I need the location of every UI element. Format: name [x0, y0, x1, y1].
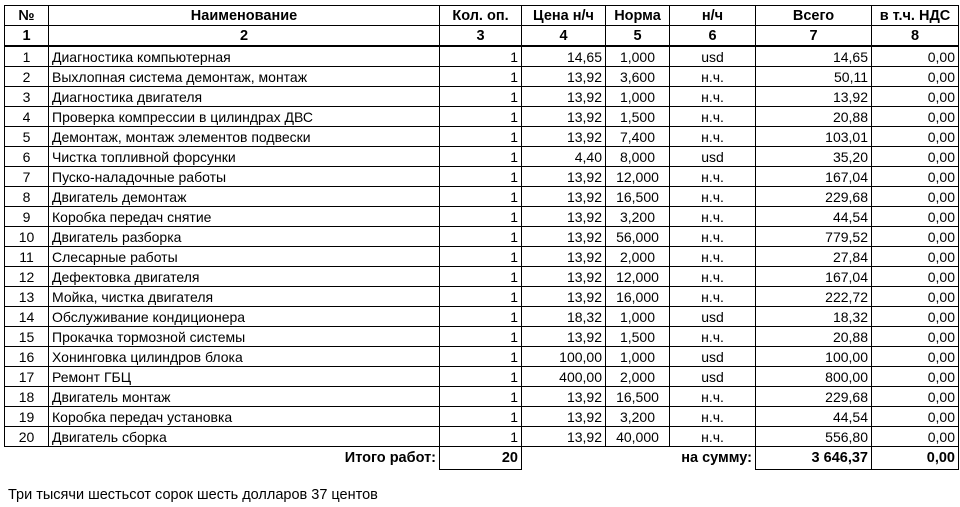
cell-qty: 1	[440, 227, 522, 247]
cell-qty: 1	[440, 427, 522, 447]
cell-name: Слесарные работы	[49, 247, 440, 267]
cell-unit: н.ч.	[670, 287, 756, 307]
cell-vat: 0,00	[872, 187, 959, 207]
cell-qty: 1	[440, 407, 522, 427]
cell-qty: 1	[440, 67, 522, 87]
cell-vat: 0,00	[872, 267, 959, 287]
cell-norm: 16,500	[606, 187, 670, 207]
totals-row	[5, 447, 959, 470]
cell-price: 400,00	[522, 367, 606, 387]
cell-total: 167,04	[756, 167, 872, 187]
cell-price: 13,92	[522, 247, 606, 267]
cell-qty: 1	[440, 147, 522, 167]
table-row	[5, 46, 959, 67]
cell-qty: 1	[440, 387, 522, 407]
cell-qty: 1	[440, 187, 522, 207]
header-name: Наименование	[49, 6, 440, 26]
cell-name: Коробка передач снятие	[49, 207, 440, 227]
cell-num: 7	[5, 167, 49, 187]
table-row	[5, 367, 959, 387]
table-row	[5, 307, 959, 327]
cell-name: Пуско-наладочные работы	[49, 167, 440, 187]
cell-num: 12	[5, 267, 49, 287]
cell-norm: 2,000	[606, 247, 670, 267]
column-number-row	[5, 26, 959, 47]
table-row	[5, 87, 959, 107]
cell-qty: 1	[440, 267, 522, 287]
cell-norm: 7,400	[606, 127, 670, 147]
cell-name: Хонинговка цилиндров блока	[49, 347, 440, 367]
header-qty: Кол. оп.	[440, 6, 522, 26]
cell-name: Демонтаж, монтаж элементов подвески	[49, 127, 440, 147]
cell-num: 19	[5, 407, 49, 427]
cell-norm: 40,000	[606, 427, 670, 447]
column-number: 1	[5, 26, 49, 47]
cell-vat: 0,00	[872, 287, 959, 307]
cell-num: 8	[5, 187, 49, 207]
cell-name: Диагностика двигателя	[49, 87, 440, 107]
cell-norm: 3,600	[606, 67, 670, 87]
cell-unit: н.ч.	[670, 107, 756, 127]
cell-total: 35,20	[756, 147, 872, 167]
cell-unit: usd	[670, 347, 756, 367]
cell-vat: 0,00	[872, 67, 959, 87]
cell-vat: 0,00	[872, 207, 959, 227]
cell-price: 18,32	[522, 307, 606, 327]
table-row	[5, 407, 959, 427]
header-unit: н/ч	[670, 6, 756, 26]
cell-norm: 2,000	[606, 367, 670, 387]
cell-total: 556,80	[756, 427, 872, 447]
cell-qty: 1	[440, 367, 522, 387]
cell-num: 10	[5, 227, 49, 247]
header-total: Всего	[756, 6, 872, 26]
cell-vat: 0,00	[872, 307, 959, 327]
header-norm: Норма	[606, 6, 670, 26]
table-row	[5, 147, 959, 167]
cell-num: 5	[5, 127, 49, 147]
totals-vat: 0,00	[872, 447, 959, 470]
cell-price: 13,92	[522, 267, 606, 287]
cell-qty: 1	[440, 327, 522, 347]
cell-num: 1	[5, 46, 49, 67]
table-row	[5, 167, 959, 187]
cell-price: 13,92	[522, 87, 606, 107]
cell-qty: 1	[440, 207, 522, 227]
totals-label: Итого работ:	[344, 450, 436, 467]
cell-price: 13,92	[522, 127, 606, 147]
cell-price: 13,92	[522, 387, 606, 407]
cell-price: 13,92	[522, 227, 606, 247]
cell-qty: 1	[440, 247, 522, 267]
cell-qty: 1	[440, 287, 522, 307]
cell-norm: 1,500	[606, 327, 670, 347]
cell-unit: н.ч.	[670, 327, 756, 347]
cell-total: 20,88	[756, 327, 872, 347]
cell-num: 15	[5, 327, 49, 347]
cell-total: 100,00	[756, 347, 872, 367]
cell-total: 27,84	[756, 247, 872, 267]
cell-price: 13,92	[522, 327, 606, 347]
cell-vat: 0,00	[872, 107, 959, 127]
header-num: №	[5, 6, 49, 26]
amount-in-words: Три тысячи шестьсот сорок шесть долларов 37 центов	[8, 487, 378, 503]
cell-norm: 3,200	[606, 207, 670, 227]
cell-num: 3	[5, 87, 49, 107]
cell-unit: н.ч.	[670, 247, 756, 267]
cell-total: 103,01	[756, 127, 872, 147]
column-number: 5	[606, 26, 670, 47]
cell-norm: 3,200	[606, 407, 670, 427]
cell-vat: 0,00	[872, 407, 959, 427]
cell-price: 13,92	[522, 427, 606, 447]
cell-unit: н.ч.	[670, 427, 756, 447]
cell-vat: 0,00	[872, 227, 959, 247]
cell-qty: 1	[440, 107, 522, 127]
cell-unit: usd	[670, 367, 756, 387]
cell-total: 18,32	[756, 307, 872, 327]
cell-unit: н.ч.	[670, 167, 756, 187]
cell-qty: 1	[440, 347, 522, 367]
cell-name: Коробка передач установка	[49, 407, 440, 427]
table-row	[5, 187, 959, 207]
cell-price: 13,92	[522, 107, 606, 127]
cell-total: 229,68	[756, 187, 872, 207]
table-row	[5, 107, 959, 127]
cell-unit: н.ч.	[670, 387, 756, 407]
cell-vat: 0,00	[872, 46, 959, 67]
cell-vat: 0,00	[872, 247, 959, 267]
column-number: 6	[670, 26, 756, 47]
table-row	[5, 327, 959, 347]
cell-norm: 1,000	[606, 347, 670, 367]
cell-norm: 56,000	[606, 227, 670, 247]
cell-name: Обслуживание кондиционера	[49, 307, 440, 327]
cell-price: 13,92	[522, 167, 606, 187]
cell-name: Двигатель сборка	[49, 427, 440, 447]
cell-price: 13,92	[522, 407, 606, 427]
table-row	[5, 267, 959, 287]
cell-qty: 1	[440, 87, 522, 107]
cell-qty: 1	[440, 307, 522, 327]
cell-num: 9	[5, 207, 49, 227]
cell-num: 17	[5, 367, 49, 387]
table-row	[5, 127, 959, 147]
header-price: Цена н/ч	[522, 6, 606, 26]
cell-norm: 1,000	[606, 46, 670, 67]
cell-vat: 0,00	[872, 347, 959, 367]
cell-vat: 0,00	[872, 367, 959, 387]
cell-num: 20	[5, 427, 49, 447]
cell-num: 14	[5, 307, 49, 327]
cell-name: Прокачка тормозной системы	[49, 327, 440, 347]
totals-sum: 3 646,37	[756, 447, 872, 470]
cell-norm: 16,500	[606, 387, 670, 407]
cell-norm: 12,000	[606, 267, 670, 287]
cell-vat: 0,00	[872, 167, 959, 187]
cell-name: Проверка компрессии в цилиндрах ДВС	[49, 107, 440, 127]
cell-norm: 8,000	[606, 147, 670, 167]
table-row	[5, 247, 959, 267]
header-row	[5, 6, 959, 26]
cell-num: 13	[5, 287, 49, 307]
cell-unit: н.ч.	[670, 267, 756, 287]
cell-name: Двигатель монтаж	[49, 387, 440, 407]
cell-total: 229,68	[756, 387, 872, 407]
cell-num: 4	[5, 107, 49, 127]
cell-unit: н.ч.	[670, 207, 756, 227]
cell-vat: 0,00	[872, 127, 959, 147]
cell-price: 14,65	[522, 46, 606, 67]
cell-price: 13,92	[522, 287, 606, 307]
cell-vat: 0,00	[872, 327, 959, 347]
cell-qty: 1	[440, 167, 522, 187]
table-row	[5, 427, 959, 447]
cell-vat: 0,00	[872, 427, 959, 447]
cell-qty: 1	[440, 46, 522, 67]
cell-price: 100,00	[522, 347, 606, 367]
cell-num: 18	[5, 387, 49, 407]
works-table-body	[5, 46, 959, 447]
table-row	[5, 287, 959, 307]
cell-norm: 16,000	[606, 287, 670, 307]
table-row	[5, 207, 959, 227]
cell-total: 20,88	[756, 107, 872, 127]
cell-unit: usd	[670, 147, 756, 167]
cell-price: 4,40	[522, 147, 606, 167]
column-number: 7	[756, 26, 872, 47]
cell-name: Чистка топливной форсунки	[49, 147, 440, 167]
cell-num: 2	[5, 67, 49, 87]
cell-norm: 1,000	[606, 307, 670, 327]
cell-price: 13,92	[522, 67, 606, 87]
cell-num: 6	[5, 147, 49, 167]
cell-vat: 0,00	[872, 147, 959, 167]
table-row	[5, 387, 959, 407]
cell-total: 50,11	[756, 67, 872, 87]
cell-price: 13,92	[522, 187, 606, 207]
cell-name: Двигатель разборка	[49, 227, 440, 247]
cell-unit: н.ч.	[670, 227, 756, 247]
cell-unit: н.ч.	[670, 67, 756, 87]
cell-name: Дефектовка двигателя	[49, 267, 440, 287]
cell-vat: 0,00	[872, 387, 959, 407]
cell-price: 13,92	[522, 207, 606, 227]
cell-name: Выхлопная система демонтаж, монтаж	[49, 67, 440, 87]
cell-unit: н.ч.	[670, 127, 756, 147]
column-number: 4	[522, 26, 606, 47]
table-row	[5, 67, 959, 87]
column-number: 8	[872, 26, 959, 47]
totals-count: 20	[440, 447, 522, 470]
column-number: 3	[440, 26, 522, 47]
cell-name: Двигатель демонтаж	[49, 187, 440, 207]
cell-name: Диагностика компьютерная	[49, 46, 440, 67]
cell-total: 44,54	[756, 407, 872, 427]
cell-unit: usd	[670, 46, 756, 67]
cell-unit: usd	[670, 307, 756, 327]
cell-total: 800,00	[756, 367, 872, 387]
header-vat: в т.ч. НДС	[872, 6, 959, 26]
cell-name: Ремонт ГБЦ	[49, 367, 440, 387]
cell-total: 222,72	[756, 287, 872, 307]
cell-total: 779,52	[756, 227, 872, 247]
cell-num: 16	[5, 347, 49, 367]
cell-unit: н.ч.	[670, 187, 756, 207]
cell-norm: 12,000	[606, 167, 670, 187]
cell-norm: 1,000	[606, 87, 670, 107]
cell-total: 13,92	[756, 87, 872, 107]
cell-total: 167,04	[756, 267, 872, 287]
column-number: 2	[49, 26, 440, 47]
table-row	[5, 227, 959, 247]
cell-name: Мойка, чистка двигателя	[49, 287, 440, 307]
works-table	[4, 5, 959, 470]
cell-unit: н.ч.	[670, 407, 756, 427]
cell-vat: 0,00	[872, 87, 959, 107]
table-row	[5, 347, 959, 367]
cell-total: 44,54	[756, 207, 872, 227]
cell-qty: 1	[440, 127, 522, 147]
totals-sum-label: на сумму:	[681, 450, 752, 467]
cell-unit: н.ч.	[670, 87, 756, 107]
cell-norm: 1,500	[606, 107, 670, 127]
cell-total: 14,65	[756, 46, 872, 67]
cell-num: 11	[5, 247, 49, 267]
